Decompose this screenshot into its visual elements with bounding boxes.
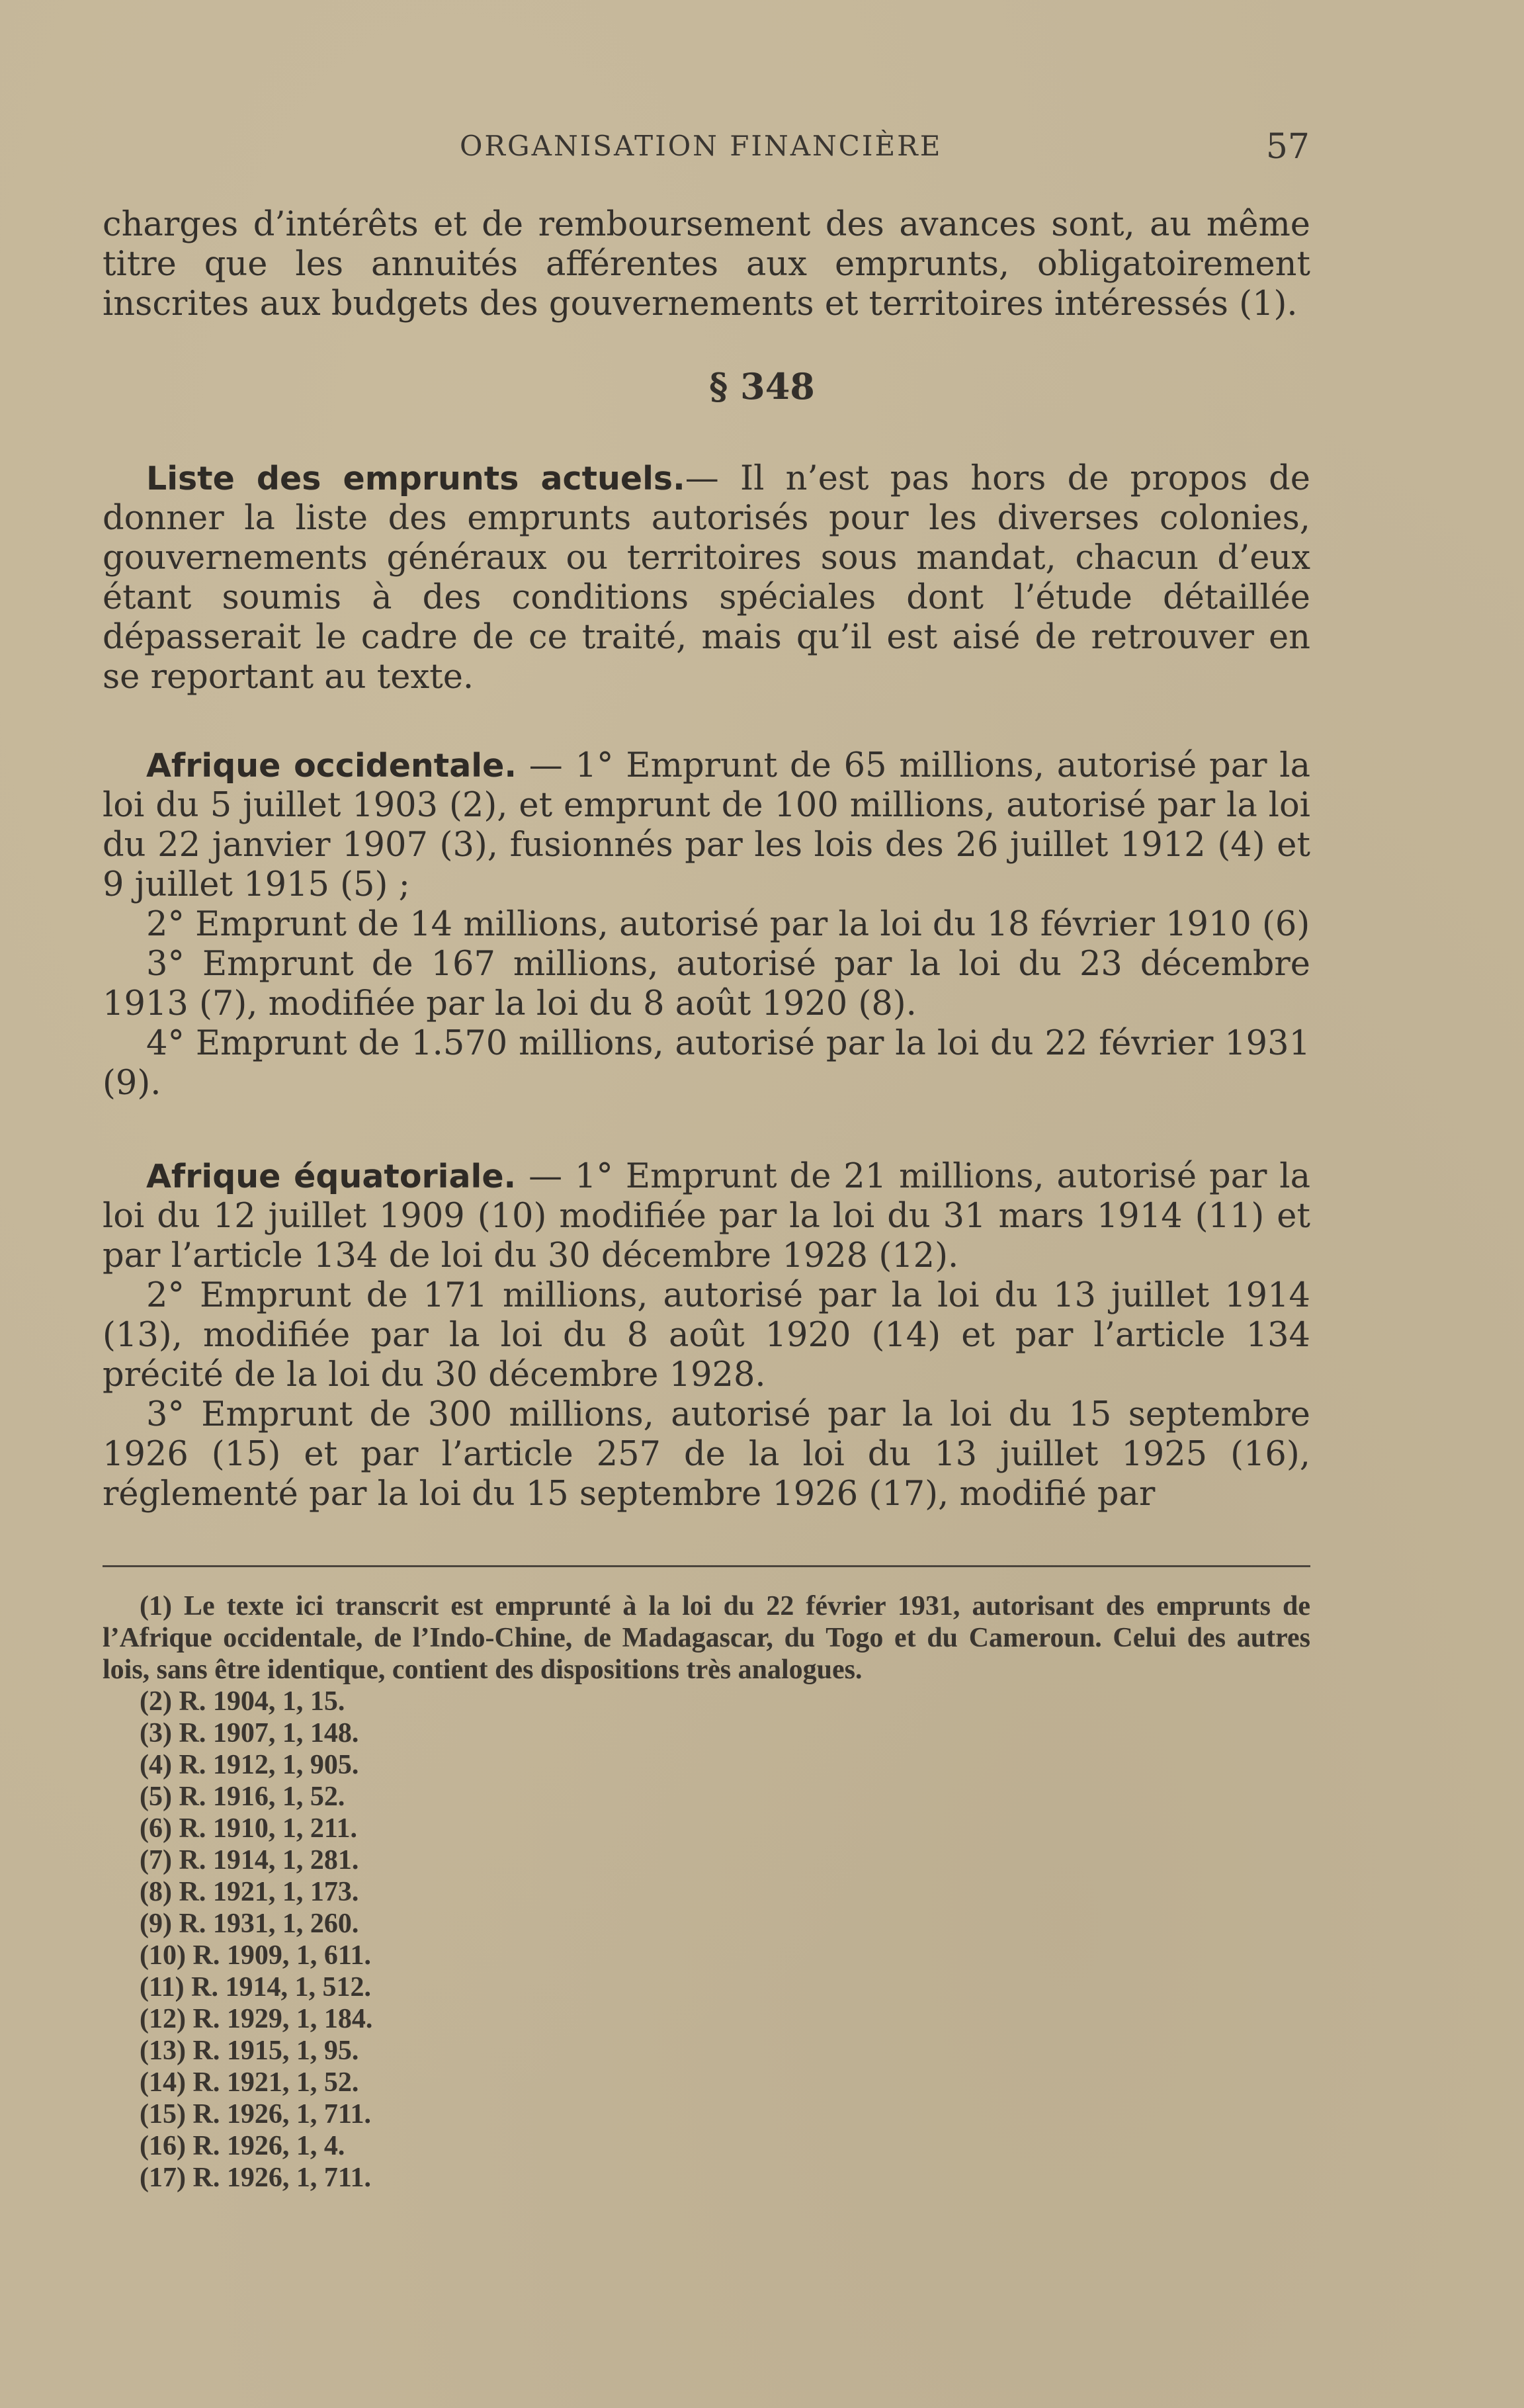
- footnote-ref: [103, 2035, 1310, 2067]
- footnote-ref: [103, 1971, 1310, 2003]
- afrique-occidentale-block: [103, 746, 1310, 1103]
- continuation-block: [103, 205, 1310, 324]
- ao-paragraph-1: [103, 746, 1310, 905]
- footnote-ref-citation: R. 1921, 1, 52.: [192, 2067, 359, 2098]
- ae-paragraph-1: [103, 1157, 1310, 1276]
- ao-paragraph-3: 3° Emprunt de 167 millions, autorisé par la loi du 23 décembre 1913 (7), modifiée par la loi du 8 août 1920 (8).: [103, 945, 1310, 1023]
- running-title: ORGANISATION FINANCIÈRE: [460, 130, 943, 162]
- footnote-ref-citation: R. 1931, 1, 260.: [179, 1909, 359, 1939]
- footnote-ref-citation: R. 1926, 1, 711.: [192, 2163, 371, 2193]
- footnote-ref-citation: R. 1914, 1, 512.: [191, 1972, 371, 2002]
- footnote-ref-citation: R. 1926, 1, 711.: [192, 2099, 371, 2129]
- footnote-ref-citation: R. 1910, 1, 211.: [179, 1813, 357, 1844]
- continuation-paragraph: charges d’intérêts et de remboursement des avances sont, au même titre que les annuités afférentes aux emprunts, obligatoirement inscrites aux budgets des gouvernements et territoires intéressés (1).: [103, 205, 1310, 323]
- footnote-ref: [103, 2130, 1310, 2162]
- footnote-ref-citation: R. 1912, 1, 905.: [179, 1750, 359, 1780]
- footnote-ref-citation: R. 1926, 1, 4.: [192, 2131, 345, 2161]
- footnote-1: (1) Le texte ici transcrit est emprunté à la loi du 22 février 1931, autorisant des emprunts de l’Afrique occidentale, de l’Indo-Chine, de Madagascar, du Togo et du Cameroun. Celui des autres lois, sans être identique, contient des dispositions très analogues.: [103, 1591, 1310, 1685]
- footnote-ref-number: (2): [140, 1686, 172, 1717]
- footnote-ref-number: (5): [140, 1782, 172, 1812]
- footnote-ref-number: (12): [140, 2004, 186, 2034]
- footnote-ref: [103, 2067, 1310, 2098]
- liste-paragraph: [103, 459, 1310, 697]
- ao-paragraph-2: 2° Emprunt de 14 millions, autorisé par la loi du 18 février 1910 (6): [146, 905, 1310, 944]
- footnote-ref-number: (4): [140, 1750, 172, 1780]
- liste-block: [103, 459, 1310, 697]
- page-number: 57: [1265, 127, 1310, 167]
- ae-paragraph-2: 2° Emprunt de 171 millions, autorisé par la loi du 13 juillet 1914 (13), modifiée par la loi du 8 août 1920 (14) et par l’article 134 précité de la loi du 30 décembre 1928.: [103, 1276, 1310, 1395]
- ae-paragraph-3: 3° Emprunt de 300 millions, autorisé par la loi du 15 septembre 1926 (15) et par l’article 257 de la loi du 13 juillet 1925 (16), réglementé par la loi du 15 septembre 1926 (17), modifié par: [103, 1395, 1310, 1514]
- ao-paragraph-4: 4° Emprunt de 1.570 millions, autorisé par la loi du 22 février 1931 (9).: [103, 1024, 1310, 1103]
- footnote-ref: [103, 1876, 1310, 1908]
- footnote-ref-number: (17): [140, 2163, 186, 2193]
- footnote-ref-number: (8): [140, 1877, 172, 1907]
- liste-text: — Il n’est pas hors de propos de donner la liste des emprunts autorisés pour les diverses colonies, gouvernements généraux ou territoires sous mandat, chacun d’eux étant soumis à des conditions spéciales dont l’étude détaillée dépasserait le cadre de ce traité, mais qu’il est aisé de retrouver en se reportant au texte.: [103, 459, 1310, 697]
- footnote-ref-citation: R. 1916, 1, 52.: [179, 1782, 345, 1812]
- ao-lead: Afrique occidentale.: [146, 747, 517, 785]
- footnote-ref-number: (11): [140, 1972, 185, 2002]
- ao-text-1: — 1° Emprunt de 65 millions, autorisé par la loi du 5 juillet 1903 (2), et emprunt de 100 millions, autorisé par la loi du 22 janvier 1907 (3), fusionnés par les lois des 26 juillet 1912 (4) et 9 juillet 1915 (5) ;: [103, 746, 1311, 904]
- footnote-ref: [103, 1781, 1310, 1813]
- footnote-ref: [103, 1940, 1310, 1971]
- footnote-ref-number: (7): [140, 1845, 172, 1875]
- footnote-ref-number: (16): [140, 2131, 186, 2161]
- footnote-ref-citation: R. 1921, 1, 173.: [179, 1877, 359, 1907]
- footnote-ref-citation: R. 1929, 1, 184.: [192, 2004, 373, 2034]
- footnote-ref-citation: R. 1915, 1, 95.: [192, 2036, 359, 2066]
- footnote-ref: [103, 2162, 1310, 2194]
- footnote-ref: [103, 1844, 1310, 1876]
- footnote-divider: [103, 1565, 1310, 1567]
- footnote-ref-citation: R. 1904, 1, 15.: [179, 1686, 345, 1717]
- footnote-ref-number: (14): [140, 2067, 186, 2098]
- footnote-ref: [103, 1813, 1310, 1844]
- footnote-ref-number: (9): [140, 1909, 172, 1939]
- footnote-ref-number: (15): [140, 2099, 186, 2129]
- footnote-ref-number: (10): [140, 1940, 186, 1971]
- footnote-ref: [103, 1749, 1310, 1781]
- footnote-ref: [103, 1686, 1310, 1717]
- footnote-ref-number: (13): [140, 2036, 186, 2066]
- footnote-ref: [103, 1908, 1310, 1940]
- ae-text-1: — 1° Emprunt de 21 millions, autorisé par la loi du 12 juillet 1909 (10) modifiée par la loi du 31 mars 1914 (11) et par l’article 134 de loi du 30 décembre 1928 (12).: [103, 1157, 1311, 1275]
- footnote-ref-number: (3): [140, 1718, 172, 1748]
- ae-lead: Afrique équatoriale.: [146, 1158, 517, 1195]
- liste-lead: Liste des emprunts actuels.: [146, 460, 685, 497]
- footnote-ref: [103, 1717, 1310, 1749]
- footnote-ref: [103, 2098, 1310, 2130]
- footnote-references: [103, 1686, 1310, 2194]
- section-heading: § 348: [709, 365, 815, 408]
- footnotes: [103, 1590, 1310, 2194]
- footnote-ref: [103, 2003, 1310, 2035]
- page-header: [99, 127, 1310, 169]
- footnote-ref-citation: R. 1914, 1, 281.: [179, 1845, 359, 1875]
- footnote-ref-number: (6): [140, 1813, 172, 1844]
- afrique-equatoriale-block: [103, 1157, 1310, 1514]
- footnote-ref-citation: R. 1909, 1, 611.: [192, 1940, 371, 1971]
- footnote-ref-citation: R. 1907, 1, 148.: [179, 1718, 359, 1748]
